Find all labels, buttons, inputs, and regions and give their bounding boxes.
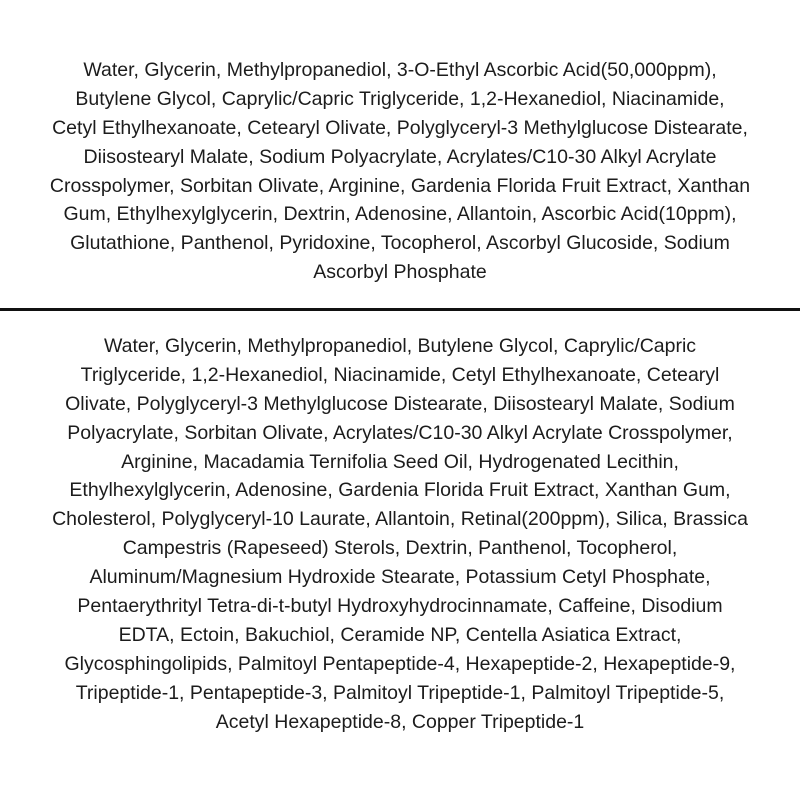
ingredient-line: Butylene Glycol, Caprylic/Capric Triglyceride, 1,2-Hexanediol, Niacinamide, (75, 87, 725, 110)
ingredient-line: Campestris (Rapeseed) Sterols, Dextrin, Panthenol, Tocopherol, (122, 537, 678, 560)
ingredient-line: Cetyl Ethylhexanoate, Cetearyl Olivate, Polyglyceryl-3 Methylglucose Distearate, (52, 116, 748, 139)
ingredient-line: Tripeptide-1, Pentapeptide-3, Palmitoyl Tripeptide-1, Palmitoyl Tripeptide-5, (75, 681, 725, 704)
ingredient-line: Olivate, Polyglyceryl-3 Methylglucose Distearate, Diisostearyl Malate, Sodium (65, 392, 735, 415)
ingredient-line: Ascorbyl Phosphate (313, 261, 487, 284)
ingredient-line: Arginine, Macadamia Ternifolia Seed Oil, Hydrogenated Lecithin, (121, 450, 679, 473)
ingredient-line: Glutathione, Panthenol, Pyridoxine, Tocopherol, Ascorbyl Glucoside, Sodium (70, 232, 730, 255)
ingredient-line: Acetyl Hexapeptide-8, Copper Tripeptide-1 (215, 710, 585, 733)
ingredient-line: Ethylhexylglycerin, Adenosine, Gardenia Florida Fruit Extract, Xanthan Gum, (69, 479, 731, 502)
ingredient-line: Pentaerythrityl Tetra-di-t-butyl Hydroxyhydrocinnamate, Caffeine, Disodium (77, 595, 723, 618)
section-divider (0, 308, 800, 311)
ingredient-list-2 (0, 332, 800, 736)
ingredient-line: Diisostearyl Malate, Sodium Polyacrylate, Acrylates/C10-30 Alkyl Acrylate (83, 145, 717, 168)
ingredient-line: Gum, Ethylhexylglycerin, Dextrin, Adenosine, Allantoin, Ascorbic Acid(10ppm), (63, 203, 737, 226)
ingredient-line: Water, Glycerin, Methylpropanediol, Butylene Glycol, Caprylic/Capric (103, 335, 697, 357)
ingredient-line: EDTA, Ectoin, Bakuchiol, Ceramide NP, Centella Asiatica Extract, (118, 623, 682, 646)
ingredient-line: Crosspolymer, Sorbitan Olivate, Arginine, Gardenia Florida Fruit Extract, Xanthan (49, 174, 751, 197)
ingredient-line: Polyacrylate, Sorbitan Olivate, Acrylates/C10-30 Alkyl Acrylate Crosspolymer, (67, 421, 733, 444)
ingredient-line: Aluminum/Magnesium Hydroxide Stearate, Potassium Cetyl Phosphate, (89, 566, 711, 589)
ingredient-line: Water, Glycerin, Methylpropanediol, 3-O-Ethyl Ascorbic Acid(50,000ppm), (83, 59, 717, 81)
ingredient-list-1 (0, 56, 800, 287)
ingredient-line: Cholesterol, Polyglyceryl-10 Laurate, Allantoin, Retinal(200ppm), Silica, Brassica (52, 508, 748, 531)
ingredient-line: Glycosphingolipids, Palmitoyl Pentapeptide-4, Hexapeptide-2, Hexapeptide-9, (64, 652, 736, 675)
ingredient-line: Triglyceride, 1,2-Hexanediol, Niacinamide, Cetyl Ethylhexanoate, Cetearyl (80, 363, 720, 386)
